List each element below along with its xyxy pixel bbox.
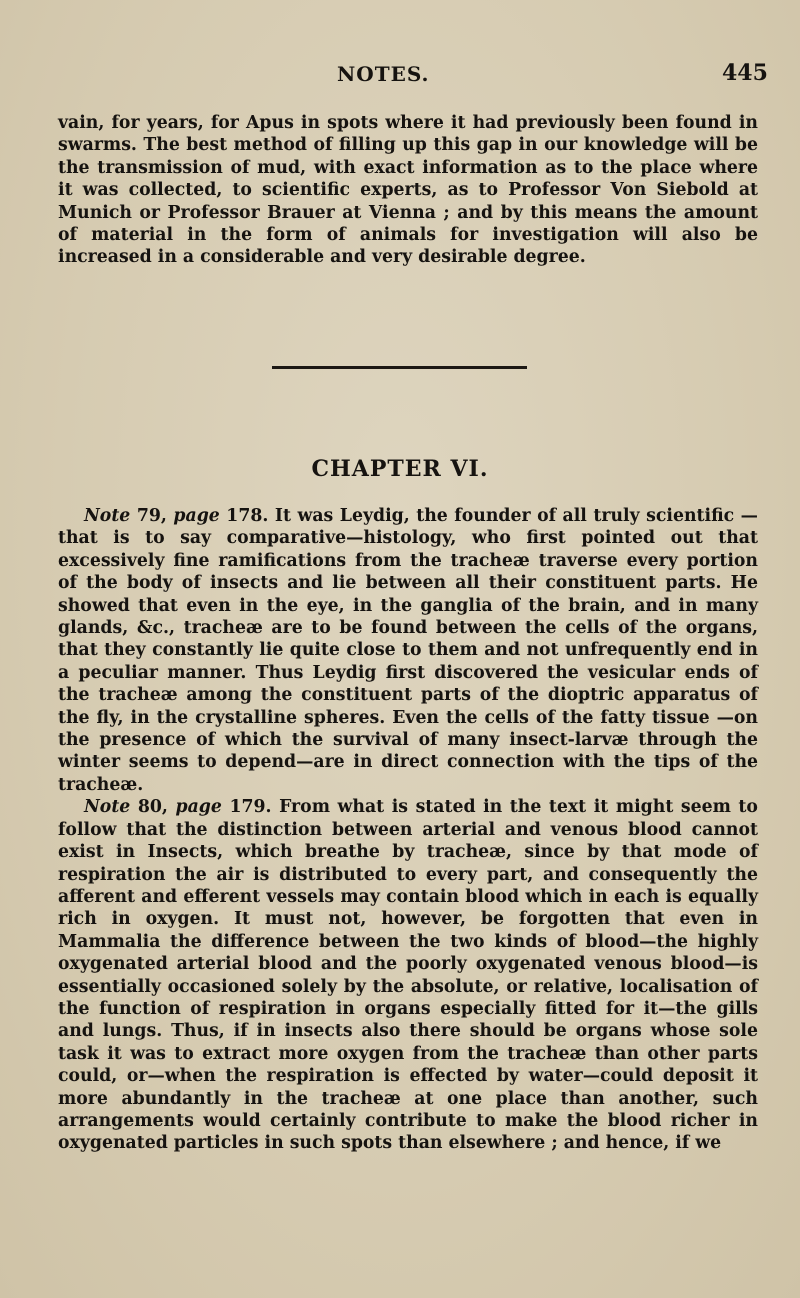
page-label: page	[175, 797, 222, 818]
note-paragraph	[58, 796, 758, 1155]
note-text: From what is stated in the text it might seem to follow that the distinction between arterial and venous blood cannot exist in Insects, which breathe by tracheæ, since by that mode of respiration the air is distributed to every part, and consequently the afferent and efferent vessels may contain blood which in each is equally rich in oxygen. It must not, however, be forgotten that even in Mammalia the difference between the two kinds of blood—the highly oxygenated arterial blood and the poorly oxygenated venous blood—is essentially occasioned solely by the absolute, or relative, localisation of the function of respiration in organs especially fitted for it—the gills and lungs. Thus, if in insects also there should be organs whose sole task it was to extract more oxygen from the tracheæ than other parts could, or—when the respiration is effected by water—could deposit it more abundantly in the tracheæ at one place than another, such arrangements would certainly contribute to make the blood richer in oxygenated particles in such spots than elsewhere ; and hence, if we	[58, 797, 758, 1154]
note-label: Note	[84, 506, 131, 526]
note-page-number: 178.	[226, 506, 269, 526]
page-number: 445	[722, 60, 768, 86]
running-head	[0, 62, 800, 92]
notes-section	[58, 505, 758, 1155]
note-page-number: 179.	[229, 797, 272, 818]
page-label: page	[173, 506, 220, 526]
note-paragraph	[58, 505, 758, 796]
note-number: 79,	[136, 506, 167, 526]
section-divider	[272, 366, 527, 369]
note-number: 80,	[137, 797, 168, 818]
chapter-heading: CHAPTER VI.	[311, 456, 489, 482]
preceding-paragraph: vain, for years, for Apus in spots where it had previously been found in swarms. The best method of filling up this gap in our knowledge will be the transmission of mud, with exact information as to the place where it was collected, to scientific experts, as to Professor Von Siebold at Munich or Professor Brauer at Vienna ; and by this means the amount of material in the form of animals for investigation will also be increased in a considerable and very desirable degree.	[58, 113, 758, 268]
note-text: It was Leydig, the founder of all truly scientific —that is to say comparative—histology, who first pointed out that excessively fine ramifications from the tracheæ traverse every portion of the body of insects and lie between all their constituent parts. He showed that even in the eye, in the ganglia of the brain, and in many glands, &c., tracheæ are to be found between the cells of the organs, that they constantly lie quite close to them and not unfrequently end in a peculiar manner. Thus Leydig first discovered the vesicular ends of the tracheæ among the constituent parts of the dioptric apparatus of the fly, in the crystalline spheres. Even the cells of the fatty tissue —on the presence of which the survival of many insect-larvæ through the winter seems to depend—are in direct connection with the tips of the tracheæ.	[58, 506, 758, 795]
note-label: Note	[84, 797, 131, 818]
running-title: NOTES.	[337, 62, 430, 86]
